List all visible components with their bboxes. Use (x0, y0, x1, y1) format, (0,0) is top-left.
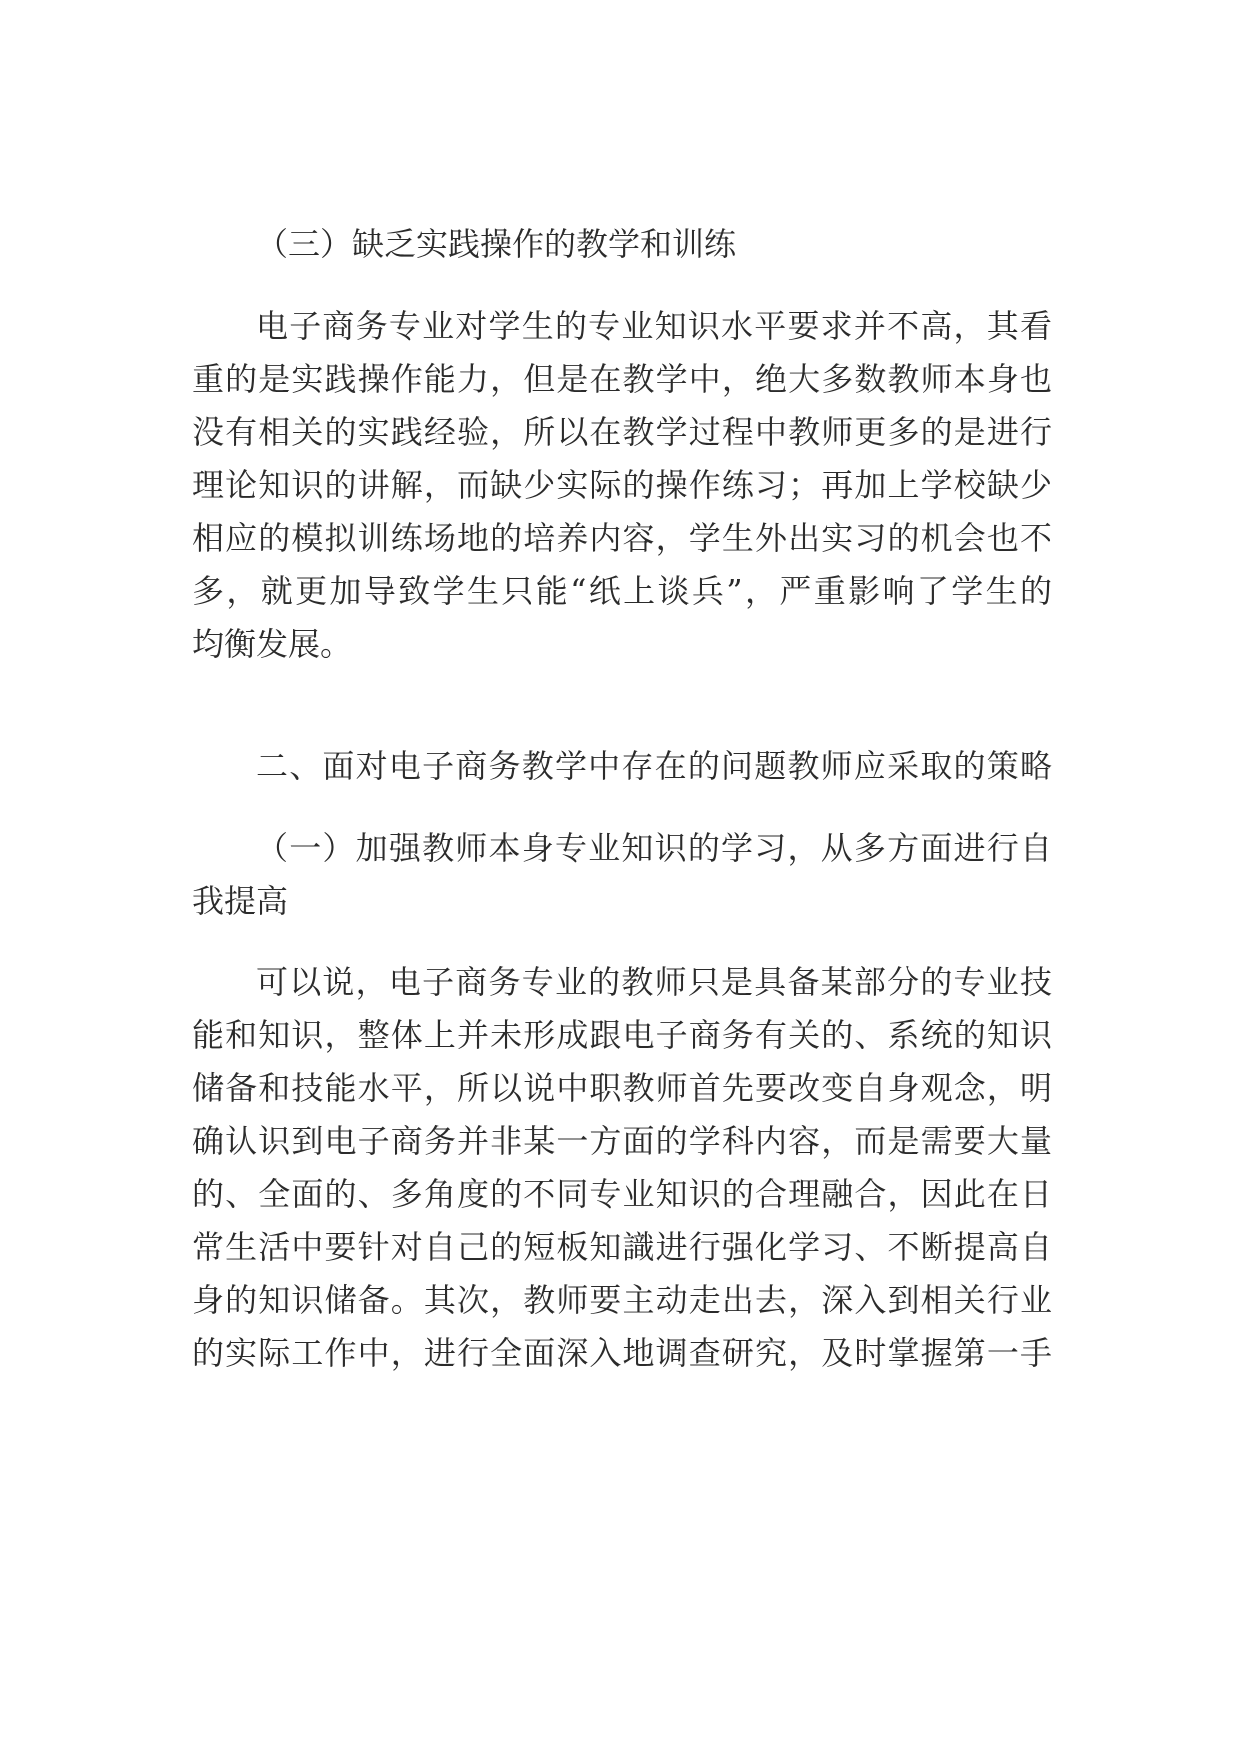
paragraph-2-line-4: 确认识到电子商务并非某一方面的学科内容，而是需要大量 (192, 1122, 1052, 1160)
paragraph-1-line-5: 相应的模拟训练场地的培养内容，学生外出实习的机会也不 (192, 519, 1052, 557)
paragraph-2-line-7: 身的知识储备。其次，教师要主动走出去，深入到相关行业 (192, 1281, 1052, 1319)
paragraph-2-line-5: 的、全面的、多角度的不同专业知识的合理融合，因此在日 (192, 1175, 1052, 1213)
paragraph-1-line-2: 重的是实践操作能力，但是在教学中，绝大多数教师本身也 (192, 360, 1052, 398)
subsection-heading-3: （三）缺乏实践操作的教学和训练 (256, 225, 737, 263)
paragraph-1-line-4: 理论知识的讲解，而缺少实际的操作练习；再加上学校缺少 (192, 466, 1052, 504)
subsection-heading-1-line-1: （一）加强教师本身专业知识的学习，从多方面进行自 (256, 829, 1052, 867)
section-2-title: 二、面对电子商务教学中存在的问题教师应采取的策略 (256, 747, 1052, 785)
paragraph-1-line-6: 多，就更加导致学生只能“纸上谈兵”，严重影响了学生的 (192, 572, 1052, 610)
paragraph-2-line-8: 的实际工作中，进行全面深入地调查研究，及时掌握第一手 (192, 1334, 1052, 1372)
paragraph-1-line-3: 没有相关的实践经验，所以在教学过程中教师更多的是进行 (192, 413, 1052, 451)
paragraph-2-line-6: 常生活中要针对自己的短板知識进行强化学习、不断提高自 (192, 1228, 1052, 1266)
paragraph-2-line-2: 能和知识，整体上并未形成跟电子商务有关的、系统的知识 (192, 1016, 1052, 1054)
paragraph-2-line-1: 可以说，电子商务专业的教师只是具备某部分的专业技 (256, 963, 1052, 1001)
paragraph-2-line-3: 储备和技能水平，所以说中职教师首先要改变自身观念，明 (192, 1069, 1052, 1107)
paragraph-1-line-1: 电子商务专业对学生的专业知识水平要求并不高，其看 (256, 307, 1052, 345)
subsection-heading-1-line-2: 我提高 (192, 882, 289, 920)
paragraph-1-line-7: 均衡发展。 (192, 625, 353, 663)
